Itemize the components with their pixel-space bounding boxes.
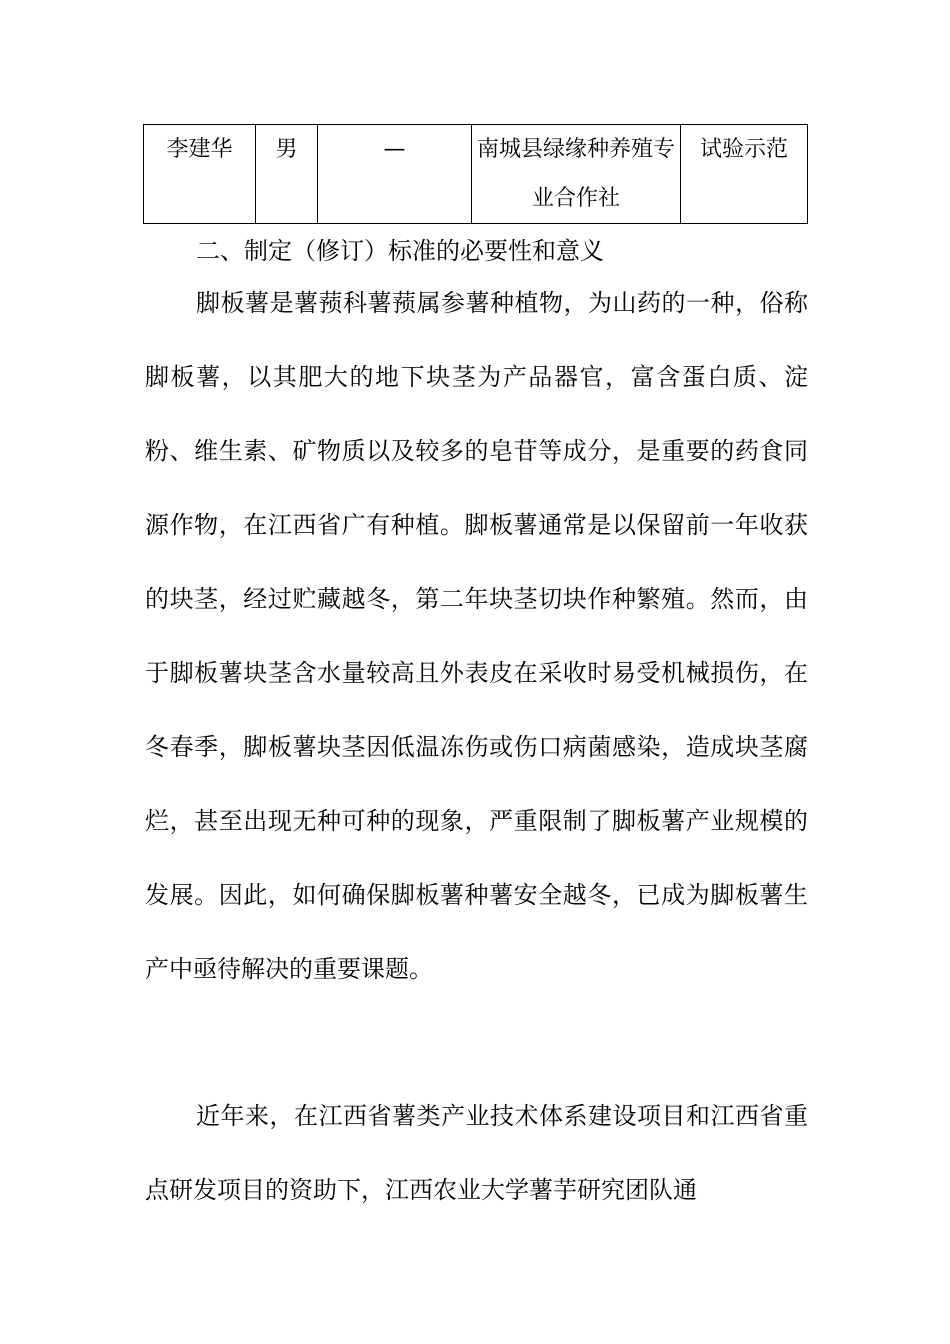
cell-gender: 男 xyxy=(256,125,318,224)
body-paragraph: 近年来，在江西省薯类产业技术体系建设项目和江西省重点研发项目的资助下，江西农业大学薯芋研究团队通 xyxy=(145,1102,808,1204)
personnel-table xyxy=(143,124,808,224)
cell-unit: 南城县绿缘种养殖专业合作社 xyxy=(472,125,681,224)
cell-role: 试验示范 xyxy=(681,125,808,224)
cell-name: 李建华 xyxy=(144,125,256,224)
cell-title: — xyxy=(318,125,472,224)
section-heading: 二、制定（修订）标准的必要性和意义 xyxy=(196,237,604,265)
table-row xyxy=(144,125,808,224)
body-paragraph: 脚板薯是薯蓣科薯蓣属参薯种植物，为山药的一种，俗称脚板薯，以其肥大的地下块茎为产品器官，富含蛋白质、淀粉、维生素、矿物质以及较多的皂苷等成分，是重要的药食同源作物，在江西省广有种植。脚板薯通常是以保留前一年收获的块茎，经过贮藏越冬，第二年块茎切块作种繁殖。然而，由于脚板薯块茎含水量较高且外表皮在采收时易受机械损伤，在冬春季，脚板薯块茎因低温冻伤或伤口病菌感染，造成块茎腐烂，甚至出现无种可种的现象，严重限制了脚板薯产业规模的发展。因此，如何确保脚板薯种薯安全越冬，已成为脚板薯生产中亟待解决的重要课题。 xyxy=(145,289,808,983)
